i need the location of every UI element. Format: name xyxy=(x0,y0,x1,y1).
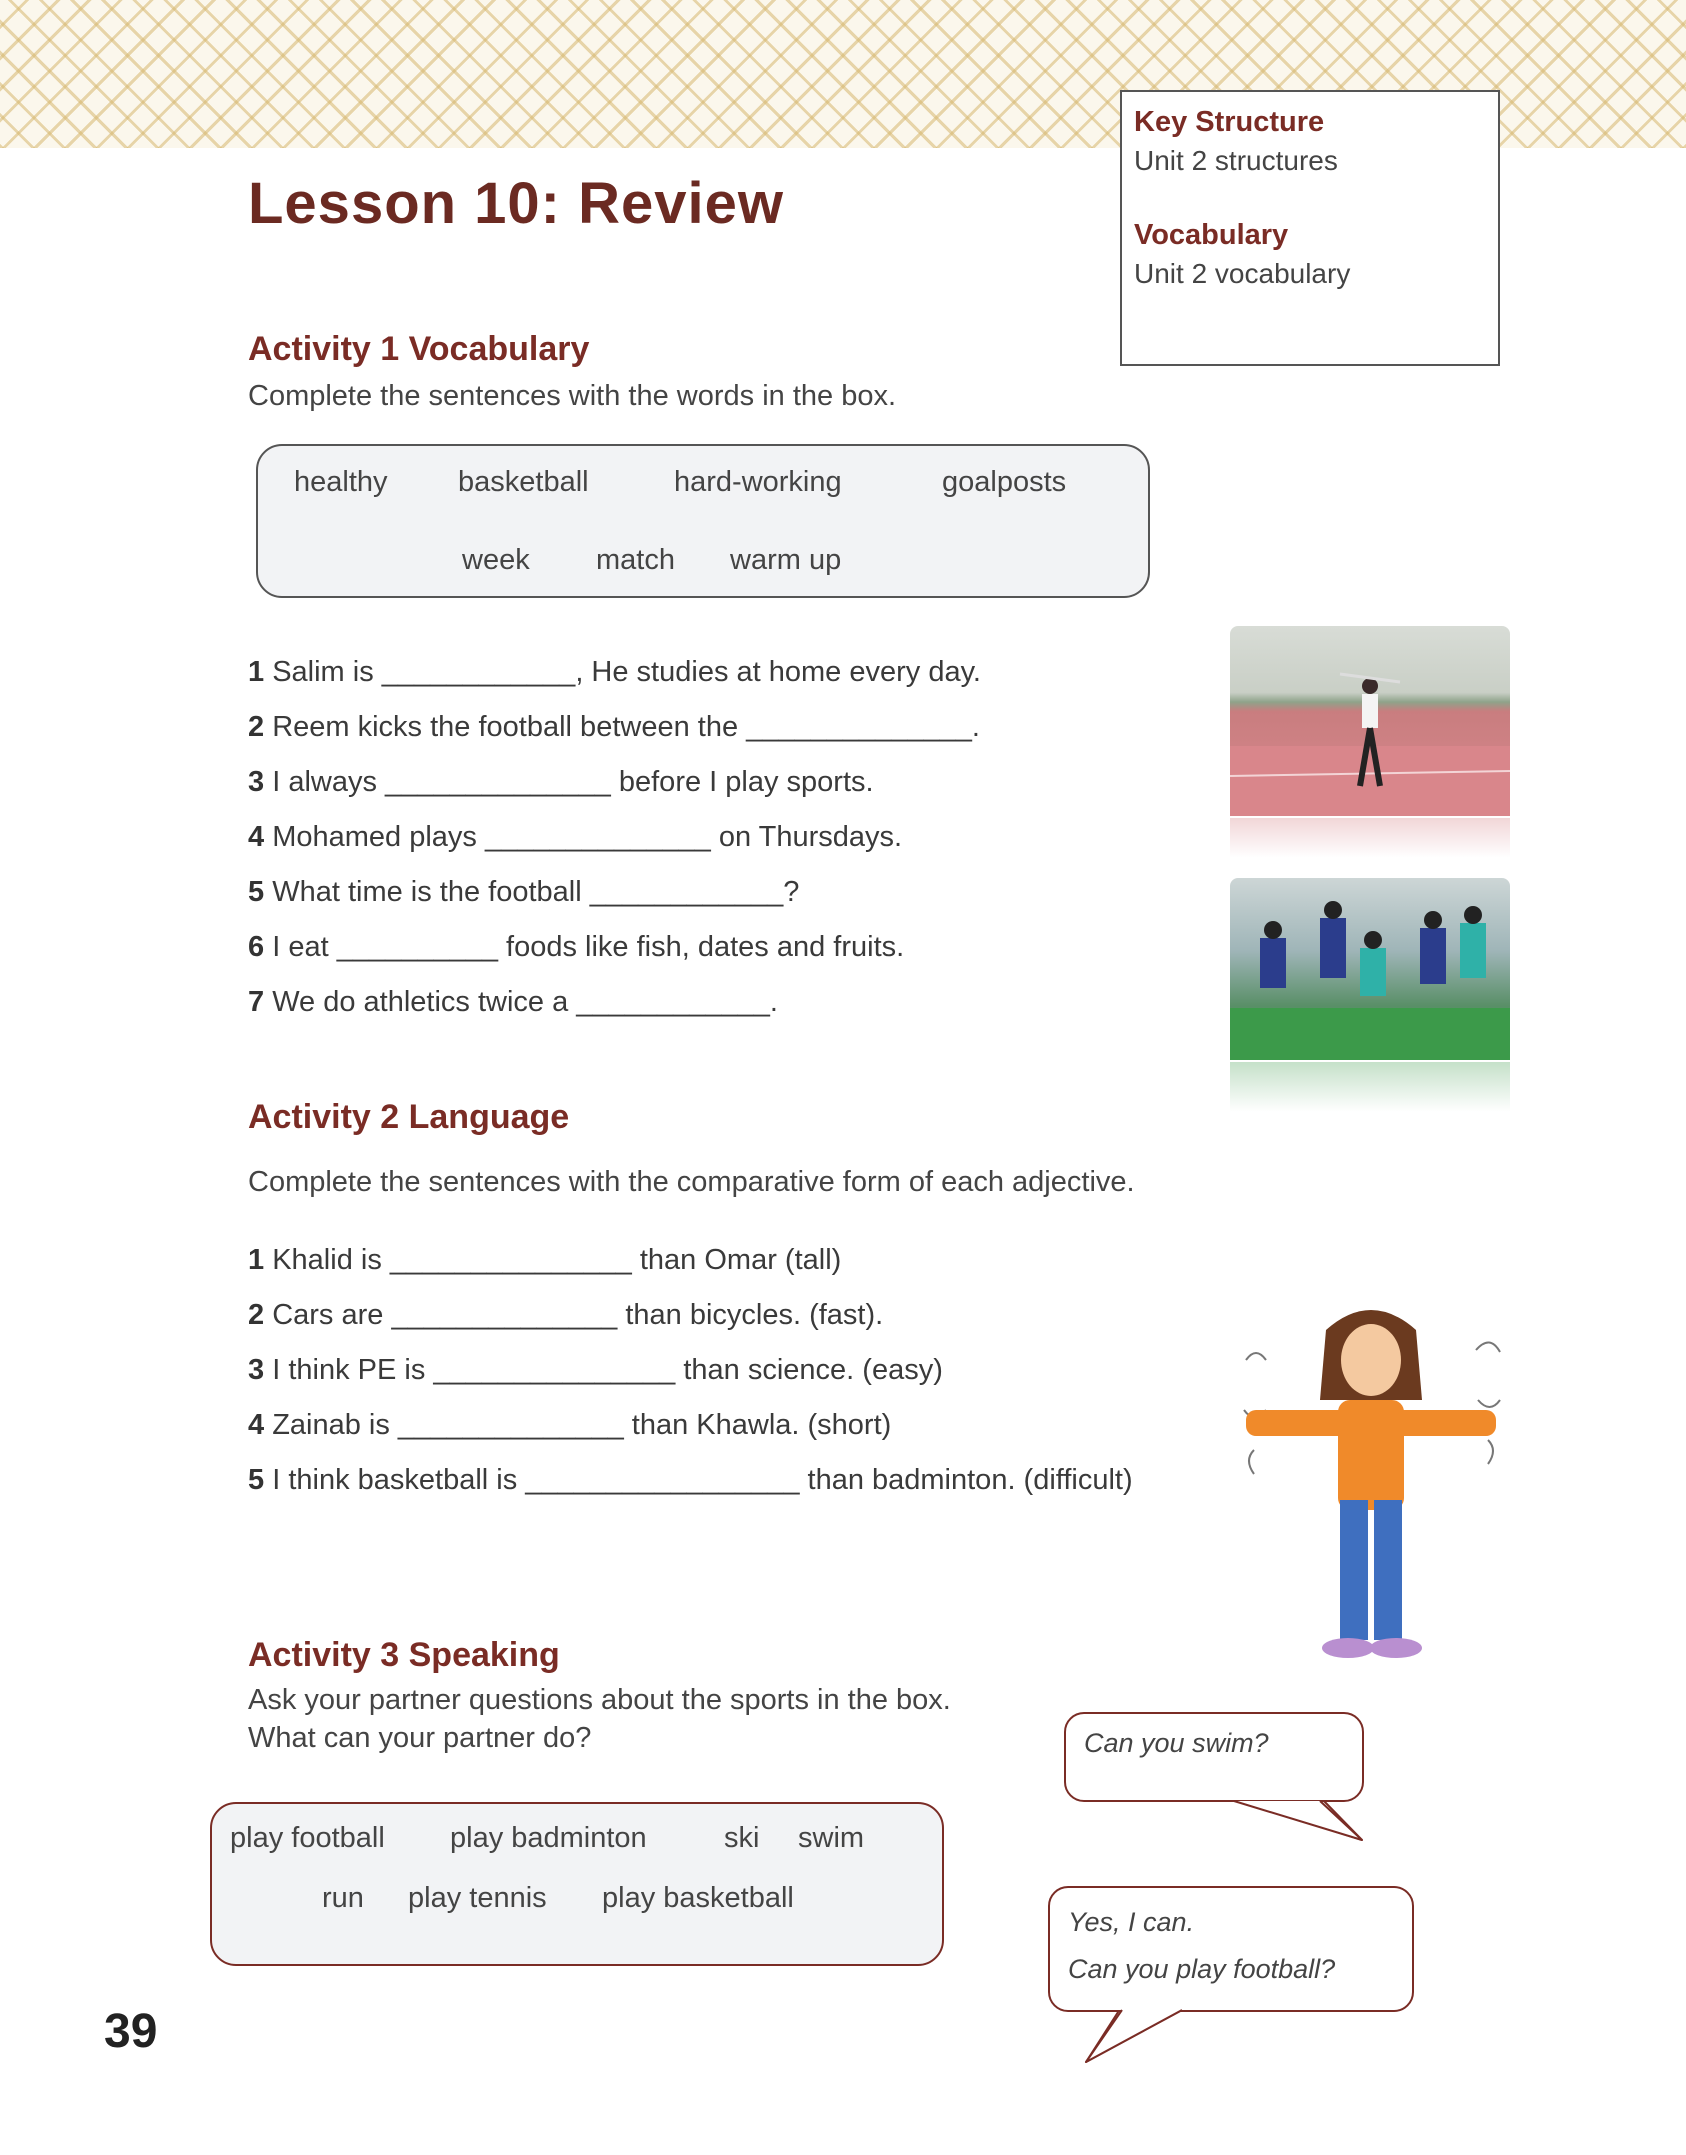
word-item: goalposts xyxy=(942,466,1067,498)
sport-item: run xyxy=(322,1882,364,1914)
bubble-text: Yes, I can. xyxy=(1068,1907,1195,1937)
photo-reflection xyxy=(1230,818,1510,858)
vocab-sentence: 3 I always ______________ before I play sports. xyxy=(248,766,874,798)
key-structure-heading: Key Structure xyxy=(1134,106,1325,138)
activity3-heading: Activity 3 Speaking xyxy=(248,1636,560,1674)
word-item: healthy xyxy=(294,466,388,498)
sport-item: play badminton xyxy=(450,1822,647,1854)
activity1-heading: Activity 1 Vocabulary xyxy=(248,330,590,368)
vocab-sentence: 5 What time is the football ____________? xyxy=(248,876,800,908)
page-number: 39 xyxy=(104,2005,158,2058)
vocabulary-text: Unit 2 vocabulary xyxy=(1134,258,1351,289)
language-sentence: 1 Khalid is _______________ than Omar (tall) xyxy=(248,1244,842,1276)
vocab-sentence: 1 Salim is ____________, He studies at home every day. xyxy=(248,656,981,688)
language-sentence: 2 Cars are ______________ than bicycles. (fast). xyxy=(248,1299,884,1331)
word-item: warm up xyxy=(730,544,842,576)
bubble-text: Can you swim? xyxy=(1084,1728,1269,1758)
word-box xyxy=(256,444,1150,598)
speech-bubble-tails-front xyxy=(1060,1700,1380,2080)
vocab-sentence: 7 We do athletics twice a ____________. xyxy=(248,986,778,1018)
word-item: hard-working xyxy=(674,466,842,498)
vocab-sentence: 4 Mohamed plays ______________ on Thursdays. xyxy=(248,821,903,853)
activity2-instruction: Complete the sentences with the comparative form of each adjective. xyxy=(248,1166,1135,1198)
language-sentence: 5 I think basketball is _________________ than badminton. (difficult) xyxy=(248,1464,1133,1496)
photo-reflection xyxy=(1230,1062,1510,1112)
hockey-photo xyxy=(1230,878,1510,1060)
word-item: basketball xyxy=(458,466,589,498)
sport-item: swim xyxy=(798,1822,865,1854)
sport-item: ski xyxy=(724,1822,760,1854)
word-item: match xyxy=(596,544,675,576)
vocabulary-heading: Vocabulary xyxy=(1134,219,1289,251)
girl-stretching-illustration xyxy=(1226,1300,1516,1670)
athletics-photo xyxy=(1230,626,1510,816)
activity3-instruction-line2: What can your partner do? xyxy=(248,1722,592,1754)
vocab-sentence: 6 I eat __________ foods like fish, dates and fruits. xyxy=(248,931,905,963)
word-item: week xyxy=(462,544,530,576)
bubble-text: Can you play football? xyxy=(1068,1954,1336,1984)
vocab-sentence: 2 Reem kicks the football between the ______________. xyxy=(248,711,980,743)
sport-item: play basketball xyxy=(602,1882,794,1914)
sport-item: play football xyxy=(230,1822,385,1854)
lesson-title: Lesson 10: Review xyxy=(248,171,784,236)
sport-item: play tennis xyxy=(408,1882,547,1914)
activity3-instruction-line1: Ask your partner questions about the sports in the box. xyxy=(248,1684,951,1716)
activity1-instruction: Complete the sentences with the words in the box. xyxy=(248,380,897,412)
language-sentence: 3 I think PE is _______________ than science. (easy) xyxy=(248,1354,943,1386)
key-structure-box xyxy=(1120,90,1500,366)
language-sentence: 4 Zainab is ______________ than Khawla. (short) xyxy=(248,1409,892,1441)
sports-box xyxy=(210,1802,944,1966)
key-structure-text: Unit 2 structures xyxy=(1134,145,1338,176)
activity2-heading: Activity 2 Language xyxy=(248,1098,570,1136)
